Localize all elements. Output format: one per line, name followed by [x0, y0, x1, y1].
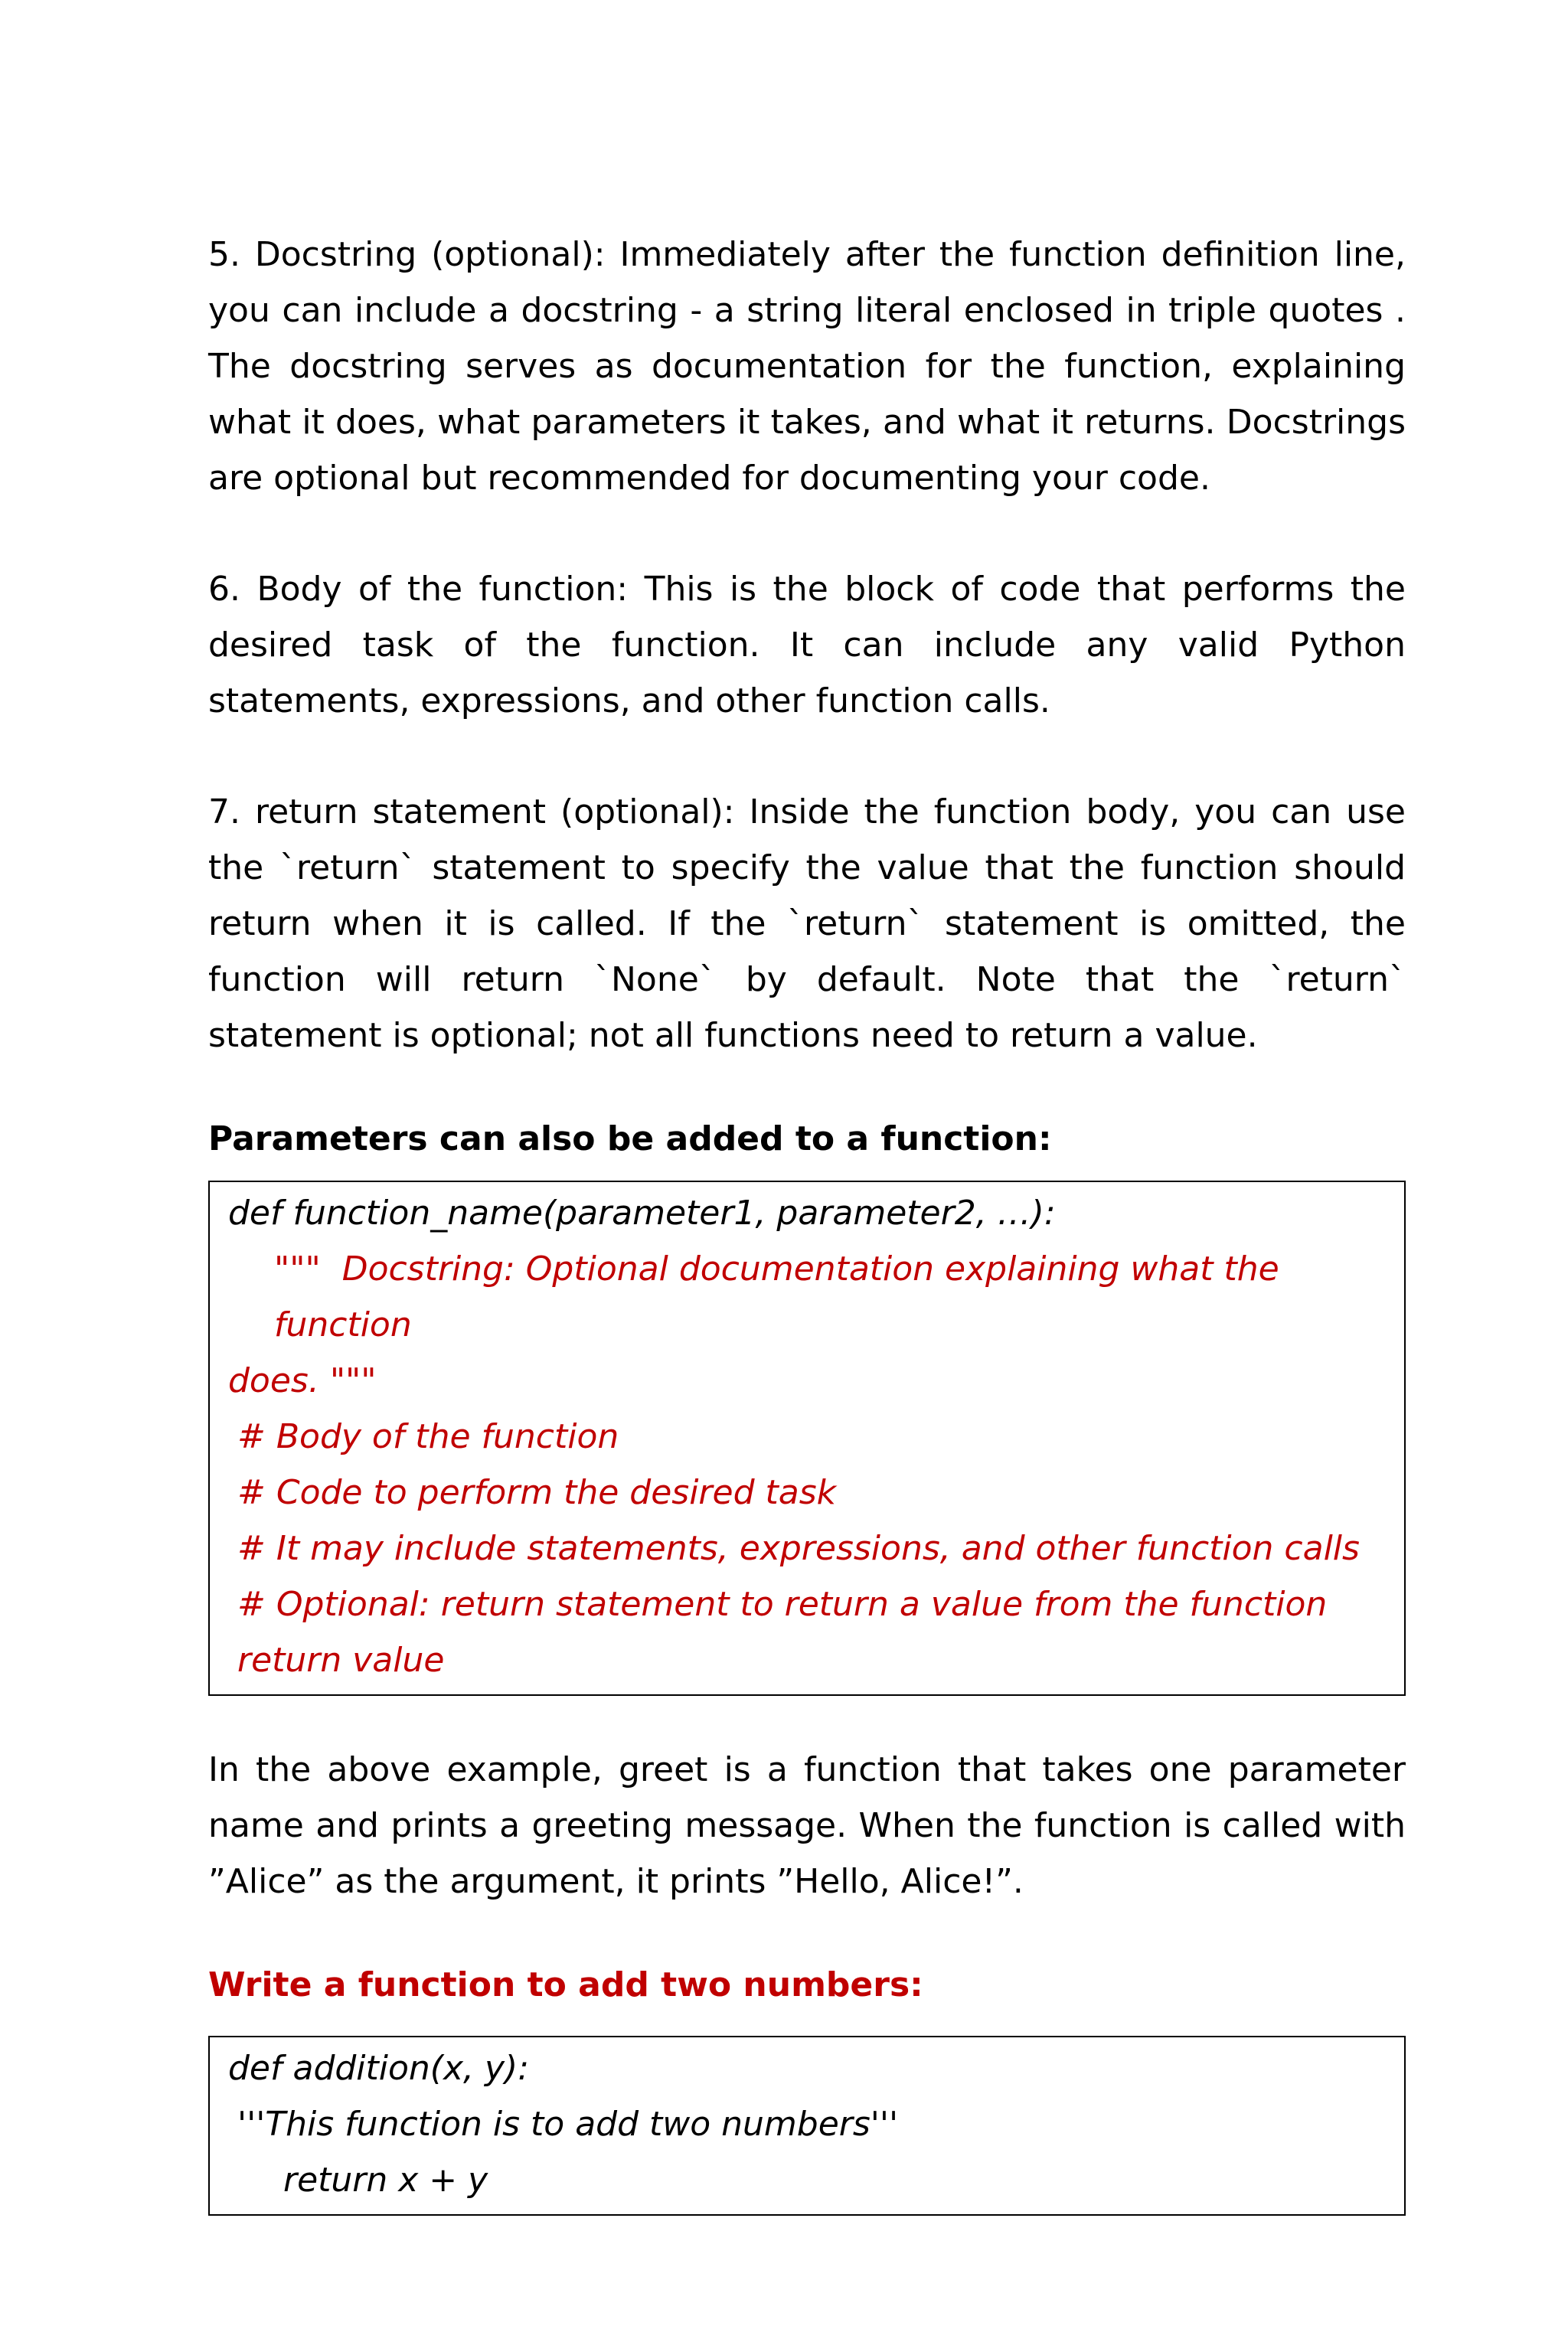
code-comment-line: # Body of the function	[237, 1417, 619, 1456]
code-def-line: def addition(x, y):	[228, 2049, 530, 2088]
paragraph-greet-explanation: In the above example, greet is a function that takes one parameter name and prints a greeting message. When the function is called with ”Alice” as the argument, it prints ”Hello, Alice!”.	[208, 1750, 1406, 1901]
code-docstring-line: """ Docstring: Optional documentation explaining what the function	[274, 1250, 1290, 1344]
document-page	[208, 227, 1406, 2216]
spacer	[208, 729, 1406, 784]
heading-write-function: Write a function to add two numbers:	[208, 1965, 923, 2004]
spacer	[208, 1909, 1406, 1957]
code-comment-line: # It may include statements, expressions, and other function calls	[237, 1529, 1360, 1568]
heading-parameters: Parameters can also be added to a function:	[208, 1119, 1052, 1158]
spacer	[208, 1063, 1406, 1111]
code-comment-line: # Optional: return statement to return a value from the function	[237, 1585, 1328, 1624]
code-return-line: return x + y	[283, 2161, 488, 2200]
code-block-addition	[208, 2036, 1406, 2216]
spacer	[208, 1696, 1406, 1742]
code-docstring-line: does. """	[228, 1361, 377, 1400]
paragraph-return-statement: 7. return statement (optional): Inside the function body, you can use the `return` statement to specify the value that the function should return when it is called. If the `return` statement is omitted, the function will return `None` by default. Note that the `return` statement is optional; not all functions need to return a value.	[208, 792, 1406, 1055]
code-block-function-template	[208, 1181, 1406, 1696]
code-docstring-line: '''This function is to add two numbers'''	[237, 2105, 899, 2144]
spacer	[208, 506, 1406, 561]
paragraph-docstring: 5. Docstring (optional): Immediately after the function definition line, you can include a docstring - a string literal enclosed in triple quotes . The docstring serves as documentation for the function, explaining what it does, what parameters it takes, and what it returns. Docstrings are optional but recommended for documenting your code.	[208, 235, 1406, 498]
code-return-line: return value	[237, 1641, 445, 1680]
paragraph-body-of-function: 6. Body of the function: This is the block of code that performs the desired task of the function. It can include any valid Python statements, expressions, and other function calls.	[208, 570, 1406, 720]
code-comment-line: # Code to perform the desired task	[237, 1473, 837, 1512]
code-def-line: def function_name(parameter1, parameter2, …):	[228, 1194, 1056, 1233]
